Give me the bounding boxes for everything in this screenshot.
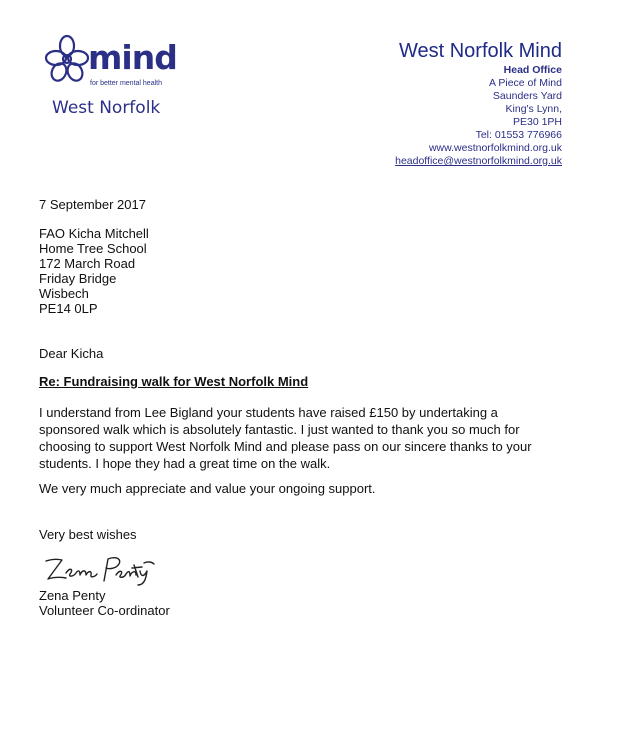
org-name: West Norfolk Mind — [398, 40, 562, 62]
recipient-line: FAO Kicha Mitchell — [39, 226, 149, 241]
mind-logo — [44, 32, 184, 122]
recipient-line: Friday Bridge — [39, 271, 117, 286]
logo-tagline: for better mental health — [90, 80, 162, 87]
email-link[interactable]: headoffice@westnorfolkmind.org.uk — [395, 155, 562, 167]
body-paragraph-1 — [39, 404, 532, 472]
recipient-line: PE14 0LP — [39, 301, 98, 316]
closing: Very best wishes — [39, 527, 137, 542]
recipient-line: Home Tree School — [39, 241, 147, 256]
office-address-line: A Piece of Mind — [489, 77, 562, 89]
website-link[interactable]: www.westnorfolkmind.org.uk — [428, 142, 562, 154]
office-label: Head Office — [503, 64, 562, 76]
recipient-line: Wisbech — [39, 286, 89, 301]
letter-date: 7 September 2017 — [39, 197, 146, 212]
paragraph-line: I understand from Lee Bigland your students have raised £150 by undertaking a — [39, 405, 498, 420]
office-address-line: King's Lynn, — [505, 103, 562, 115]
letterhead-contact — [395, 38, 562, 168]
body-paragraph-2: We very much appreciate and value your ongoing support. — [39, 481, 376, 496]
handwritten-signature — [40, 553, 160, 587]
office-telephone: Tel: 01553 776966 — [475, 129, 562, 141]
signer-block — [39, 588, 170, 618]
salutation: Dear Kicha — [39, 346, 104, 361]
office-address-line: PE30 1PH — [512, 116, 562, 128]
logo-region: West Norfolk — [52, 98, 161, 118]
recipient-line: 172 March Road — [39, 256, 136, 271]
paragraph-line: students. I hope they had a great time on the walk. — [39, 456, 331, 471]
paragraph-line: choosing to support West Norfolk Mind and please pass on our sincere thanks to your — [39, 439, 532, 454]
signer-name: Zena Penty — [39, 588, 106, 603]
mind-flower-logo-icon — [44, 34, 90, 84]
signer-title: Volunteer Co-ordinator — [39, 603, 170, 618]
office-address-line: Saunders Yard — [492, 90, 562, 102]
recipient-address — [39, 226, 149, 316]
logo-wordmark: mind — [88, 38, 177, 77]
subject-line: Re: Fundraising walk for West Norfolk Mind — [39, 374, 309, 389]
paragraph-line: sponsored walk which is absolutely fantastic. I just wanted to thank you so much for — [39, 422, 520, 437]
